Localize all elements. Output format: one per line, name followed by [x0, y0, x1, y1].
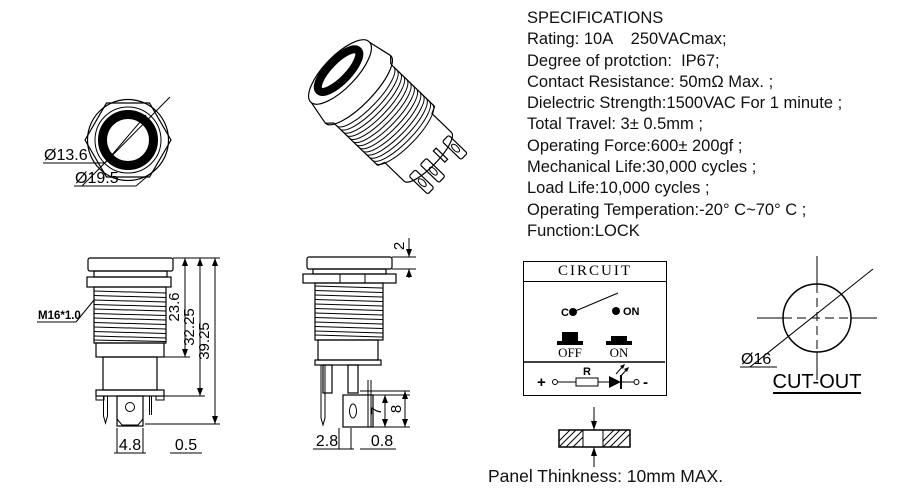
terminal-plus: [553, 380, 558, 385]
resistor-label: R: [583, 366, 591, 378]
thread-lines: [94, 291, 166, 342]
hatch-left: [559, 430, 583, 447]
dim-0-5: 0.5: [174, 437, 198, 454]
on-contact-label: ON: [623, 306, 640, 318]
thread-lines: [315, 286, 383, 337]
cutout-drawing: [735, 250, 895, 400]
neck-ring: [313, 269, 386, 274]
off-state-label: OFF: [558, 345, 582, 360]
dim-2-8: 2.8: [315, 433, 339, 450]
base-plate: [96, 390, 164, 396]
side-view-middle-drawing: [258, 228, 473, 473]
perspective-view-drawing: [278, 8, 493, 223]
plus-label: +: [537, 374, 546, 391]
spec-protection: Degree of protction: IP67;: [527, 51, 720, 70]
circuit-title: CIRCUIT: [524, 262, 666, 282]
dim-16: Ø16: [741, 351, 772, 368]
collar-top: [386, 56, 394, 64]
terminal-spades: [409, 135, 467, 194]
terminal-minus: [634, 380, 639, 385]
hex-nut-side: [303, 274, 396, 283]
dim-2: 2: [391, 241, 408, 251]
dim-ring-diameter: Ø13.6: [44, 147, 88, 164]
button-on-symbol: [606, 336, 632, 345]
base-foot-left: [96, 396, 104, 400]
button-off-symbol: [557, 332, 583, 345]
circuit-diagram: [524, 281, 665, 394]
dim-8: 8: [388, 404, 405, 414]
on-state-label: ON: [609, 345, 629, 360]
cutout-label: CUT-OUT: [772, 371, 862, 393]
terminal-slot: [350, 404, 357, 418]
specifications-title: SPECIFICATIONS: [527, 9, 664, 27]
spec-contact-resistance: Contact Resistance: 50mΩ Max. ;: [527, 72, 774, 91]
leg-left: [323, 365, 332, 393]
leg-right: [348, 365, 358, 393]
cap-back-edge: [325, 56, 401, 134]
dim-7: 7: [368, 406, 385, 416]
cap-edge-top: [370, 39, 391, 59]
cap: [88, 258, 173, 271]
contact-on: [612, 307, 620, 315]
hatch-right: [603, 430, 630, 447]
dim-0-8: 0.8: [370, 433, 394, 450]
cap: [307, 257, 392, 269]
spec-travel: Total Travel: 3± 0.5mm ;: [527, 115, 703, 134]
front-view-drawing: [20, 55, 235, 227]
dim-4-8: 4.8: [118, 437, 142, 454]
panel-section-drawing: [540, 402, 655, 470]
dim-bezel-diameter: Ø19.5: [75, 170, 119, 187]
spec-force: Operating Force:600± 200gf ;: [527, 136, 743, 155]
side-view-left-drawing: [30, 243, 260, 478]
spec-mech-life: Mechanical Life:30,000 cycles ;: [527, 158, 757, 177]
neck-ring: [94, 271, 167, 277]
contact-common: [569, 308, 577, 316]
resistor-symbol: [576, 378, 598, 386]
spec-rating: Rating: 10A 250VACmax;: [527, 30, 727, 49]
circuit-diagram-box: [523, 261, 667, 396]
collar-bottom: [325, 119, 333, 127]
switch-lever: [573, 293, 618, 312]
dim-39-25: 39.25: [196, 322, 213, 360]
led-symbol: [609, 376, 621, 388]
base-foot-right: [156, 396, 164, 400]
spec-temperature: Operating Temperation:-20° C~70° C ;: [527, 200, 807, 219]
terminal-bottom-notch: [117, 419, 143, 425]
specifications-block: [527, 8, 899, 242]
spec-load-life: Load Life:10,000 cycles ;: [527, 179, 710, 198]
shoulder-plate: [315, 360, 381, 365]
hex-nut-side: [87, 277, 171, 287]
dim-23-6: 23.6: [166, 292, 183, 322]
minus-label: -: [643, 374, 648, 391]
body: [318, 340, 378, 360]
terminal-hole: [126, 403, 135, 412]
spec-function: Function:LOCK: [527, 221, 640, 240]
common-label: C: [561, 307, 569, 319]
thread-spec-label: M16*1.0: [38, 310, 81, 322]
spec-dielectric: Dielectric Strength:1500VAC For 1 minute ;: [527, 94, 843, 113]
cap-edge-bottom: [308, 103, 329, 123]
body-lower: [103, 357, 157, 390]
panel-thickness-note: Panel Thinkness: 10mm MAX.: [488, 466, 724, 486]
dim-32-25: 32.25: [181, 308, 198, 346]
body-upper: [96, 343, 164, 357]
